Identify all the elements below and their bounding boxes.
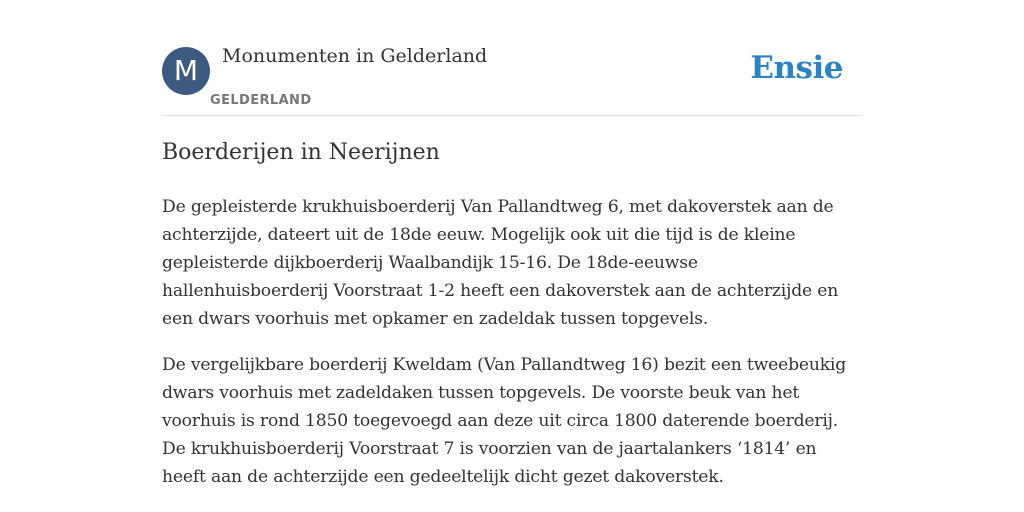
category-label[interactable]: GELDERLAND [210,93,312,108]
ensie-logo[interactable]: Ensie [750,50,843,86]
article-body [162,193,862,509]
article-title: Boerderijen in Neerijnen [162,140,440,165]
paragraph: De gepleisterde krukhuisboerderij Van Pallandtweg 6, met dakoverstek aan de achterzijde, dateert uit de 18de eeuw. Mogelijk ook uit die tijd is de kleine gepleisterde dijkboerderij Waalbandijk 15-16. De 18de-eeuwse hallenhuisboerderij Voorstraat 1-2 heeft een dakoverstek aan de achterzijde en een dwars voorhuis met opkamer en zadeldak tussen topgevels. [162,197,839,329]
site-title[interactable]: Monumenten in Gelderland [222,45,488,67]
avatar[interactable]: M [162,47,210,95]
header [162,0,862,116]
paragraph: De vergelijkbare boerderij Kweldam (Van Pallandtweg 16) bezit een tweebeukig dwars voorhuis met zadeldaken tussen topgevels. De voorste beuk van het voorhuis is rond 1850 toegevoegd aan deze uit circa 1800 daterende boerderij. De krukhuisboerderij Voorstraat 7 is voorzien van de jaartalankers ‘1814’ en heeft aan de achterzijde een gedeeltelijk dicht gezet dakoverstek. [162,355,847,487]
